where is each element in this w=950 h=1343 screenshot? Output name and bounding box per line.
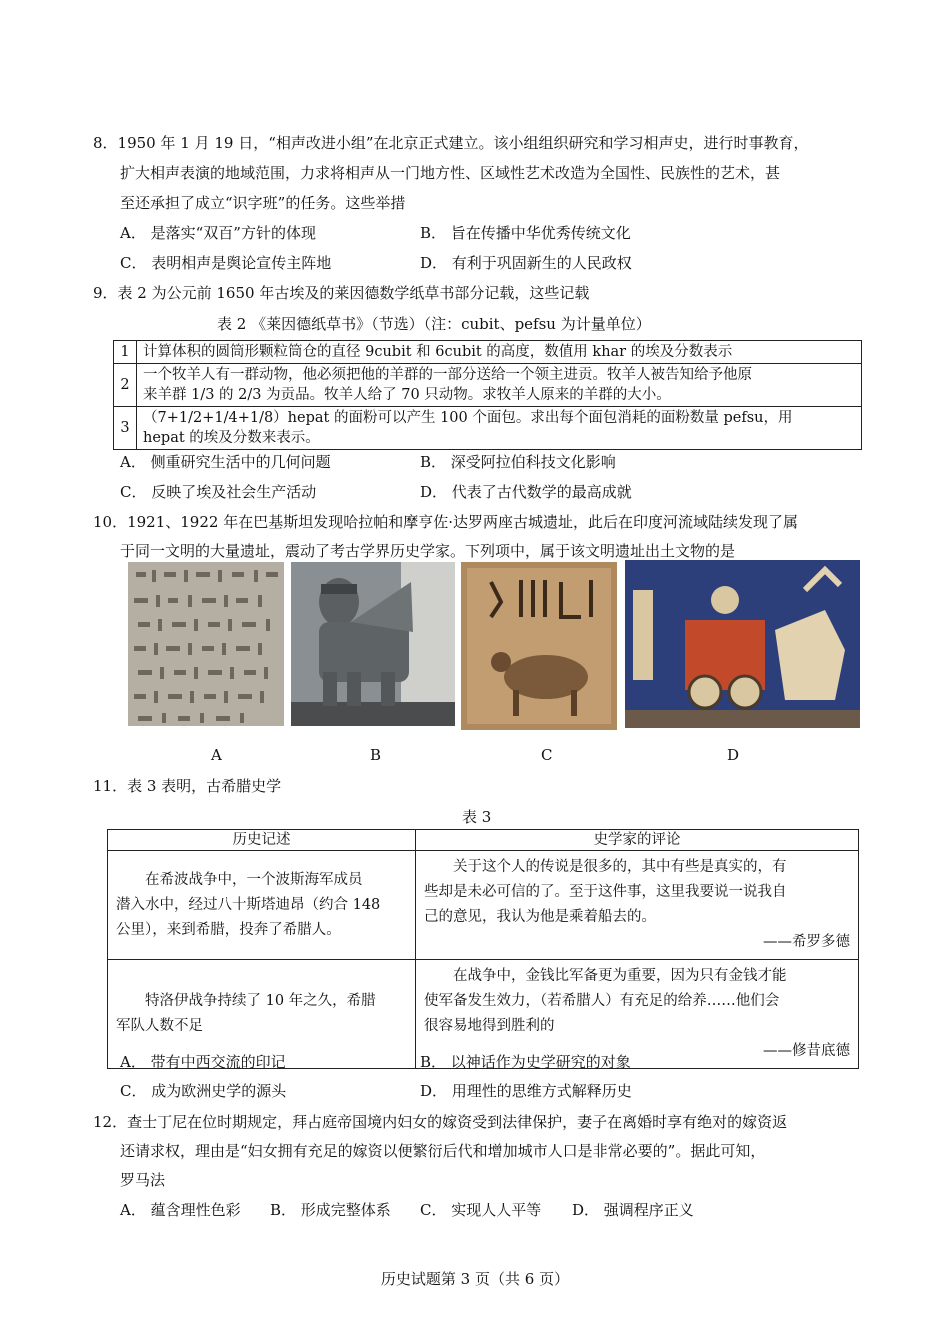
table3-comment-cell: [416, 851, 859, 960]
q12-option-b: B． 形成完整体系: [270, 1201, 391, 1219]
table2-row-number: 2: [114, 364, 137, 407]
table3-text: 很容易地得到胜利的: [424, 1018, 555, 1034]
image-label-a: A: [211, 746, 222, 764]
image-c-indus-seal: [461, 562, 617, 730]
table3-text: 关于这个人的传说是很多的，其中有些是真实的，有: [453, 859, 787, 875]
table2-text: 一个牧羊人有一群动物，他必须把他的羊群的一部分送给一个领主进贡。牧羊人被告知给予他原: [143, 367, 752, 383]
q12-stem-line-3: 罗马法: [120, 1171, 166, 1189]
table3-author: ——修昔底德: [763, 1043, 850, 1059]
lamassu-statue-icon: [291, 562, 455, 726]
table2-row: [114, 407, 862, 450]
q8-stem-line-1: 8．1950 年 1 月 19 日，“相声改进小组”在北京正式建立。该小组组织研究和学习相声史，进行时事教育，: [93, 134, 809, 152]
table3: [107, 829, 859, 1069]
q9-stem: 9．表 2 为公元前 1650 年古埃及的莱因德数学纸草书部分记载，这些记载: [93, 284, 590, 302]
table2-text: hepat 的埃及分数来表示。: [143, 430, 320, 446]
table2-text: 来羊群 1/3 的 2/3 为贡品。牧羊人给了 70 只动物。求牧羊人原来的羊群的大小。: [143, 387, 671, 403]
image-label-b: B: [370, 746, 382, 764]
image-b-lamassu: [291, 562, 455, 726]
q8-option-a: A． 是落实“双百”方针的体现: [120, 224, 316, 242]
table3-row: [108, 851, 859, 960]
table3-author: ——希罗多德: [763, 934, 850, 950]
q12-option-d: D． 强调程序正义: [572, 1201, 694, 1219]
table3-text: 军队人数不足: [116, 1018, 203, 1034]
image-d-chariot-mosaic: [625, 560, 860, 728]
page-footer: 历史试题第 3 页（共 6 页）: [380, 1270, 570, 1288]
q8-option-d: D． 有利于巩固新生的人民政权: [420, 254, 632, 272]
image-a-cuneiform: [128, 562, 284, 726]
table2-cell: [137, 364, 862, 407]
table2-row-number: 3: [114, 407, 137, 450]
q10-stem-line-2: 于同一文明的大量遗址，震动了考古学界历史学家。下列项中，属于该文明遗址出土文物的是: [120, 542, 736, 560]
q11-stem: 11．表 3 表明，古希腊史学: [93, 777, 282, 795]
q12-stem-line-1: 12．查士丁尼在位时期规定，拜占庭帝国境内妇女的嫁资受到法律保护，妻子在离婚时享有绝对的嫁资返: [93, 1113, 788, 1131]
q11-option-c: C． 成为欧洲史学的源头: [120, 1082, 287, 1100]
q8-option-c: C． 表明相声是舆论宣传主阵地: [120, 254, 332, 272]
indus-seal-icon: [461, 562, 617, 730]
q12-stem-line-2: 还请求权，理由是“妇女拥有充足的嫁资以便繁衍后代和增加城市人口是非常必要的”。据此可知，: [120, 1142, 766, 1160]
q11-option-d: D． 用理性的思维方式解释历史: [420, 1082, 632, 1100]
table3-text: 在战争中，金钱比军备更为重要，因为只有金钱才能: [453, 968, 787, 984]
table2-text: （7+1/2+1/4+1/8）hepat 的面粉可以产生 100 个面包。求出每个面包消耗的面粉数量 pefsu，用: [143, 410, 793, 426]
table2-cell: [137, 407, 862, 450]
table2-row-number: 1: [114, 341, 137, 364]
q11-option-b: B． 以神话作为史学研究的对象: [420, 1053, 631, 1071]
table3-text: 公里），来到希腊，投奔了希腊人。: [116, 921, 341, 938]
table3-header-comment: 史学家的评论: [416, 830, 859, 851]
table2-row: [114, 341, 862, 364]
q9-option-d: D． 代表了古代数学的最高成就: [420, 483, 632, 501]
table2-text: 计算体积的圆筒形颗粒筒仓的直径 9cubit 和 6cubit 的高度，数值用 khar 的埃及分数表示: [143, 344, 733, 360]
chariot-mosaic-icon: [625, 560, 860, 728]
table3-header-row: [108, 830, 859, 851]
table2: [113, 340, 862, 450]
image-label-c: C: [541, 746, 553, 764]
table2-row: [114, 364, 862, 407]
q8-stem-line-3: 至还承担了成立“识字班”的任务。这些举措: [120, 194, 406, 212]
table3-header-record: 历史记述: [108, 830, 416, 851]
table3-text: 在希波战争中，一个波斯海军成员: [145, 871, 363, 888]
table3-text: 使军备发生效力，（若希腊人）有充足的给养……他们会: [424, 993, 780, 1009]
table3-text: 己的意见，我认为他是乘着船去的。: [424, 909, 656, 925]
table3-text: 潜入水中，经过八十斯塔迪昂（约合 148: [116, 896, 381, 913]
table3-text: 些却是未必可信的了。至于这件事，这里我要说一说我自: [424, 884, 787, 900]
table2-caption: 表 2 《莱因德纸草书》（节选）（注：cubit、pefsu 为计量单位）: [217, 315, 651, 333]
q9-option-c: C． 反映了埃及社会生产活动: [120, 483, 317, 501]
cuneiform-tablet-icon: [128, 562, 284, 726]
table3-text: 特洛伊战争持续了 10 年之久，希腊: [145, 993, 376, 1009]
q12-option-a: A． 蕴含理性色彩: [120, 1201, 241, 1219]
q12-option-c: C． 实现人人平等: [420, 1201, 542, 1219]
q11-option-a: A． 带有中西交流的印记: [120, 1053, 286, 1071]
table3-caption: 表 3: [462, 808, 492, 826]
q8-option-b: B． 旨在传播中华优秀传统文化: [420, 224, 631, 242]
q9-option-b: B． 深受阿拉伯科技文化影响: [420, 453, 616, 471]
q8-stem-line-2: 扩大相声表演的地域范围，力求将相声从一门地方性、区域性艺术改造为全国性、民族性的艺术，甚: [120, 164, 781, 182]
image-label-d: D: [727, 746, 740, 764]
q10-stem-line-1: 10．1921、1922 年在巴基斯坦发现哈拉帕和摩亨佐·达罗两座古城遗址，此后在印度河流域陆续发现了属: [93, 513, 798, 531]
table2-cell: [137, 341, 862, 364]
table3-record-cell: [108, 851, 416, 960]
q9-option-a: A． 侧重研究生活中的几何问题: [120, 453, 331, 471]
